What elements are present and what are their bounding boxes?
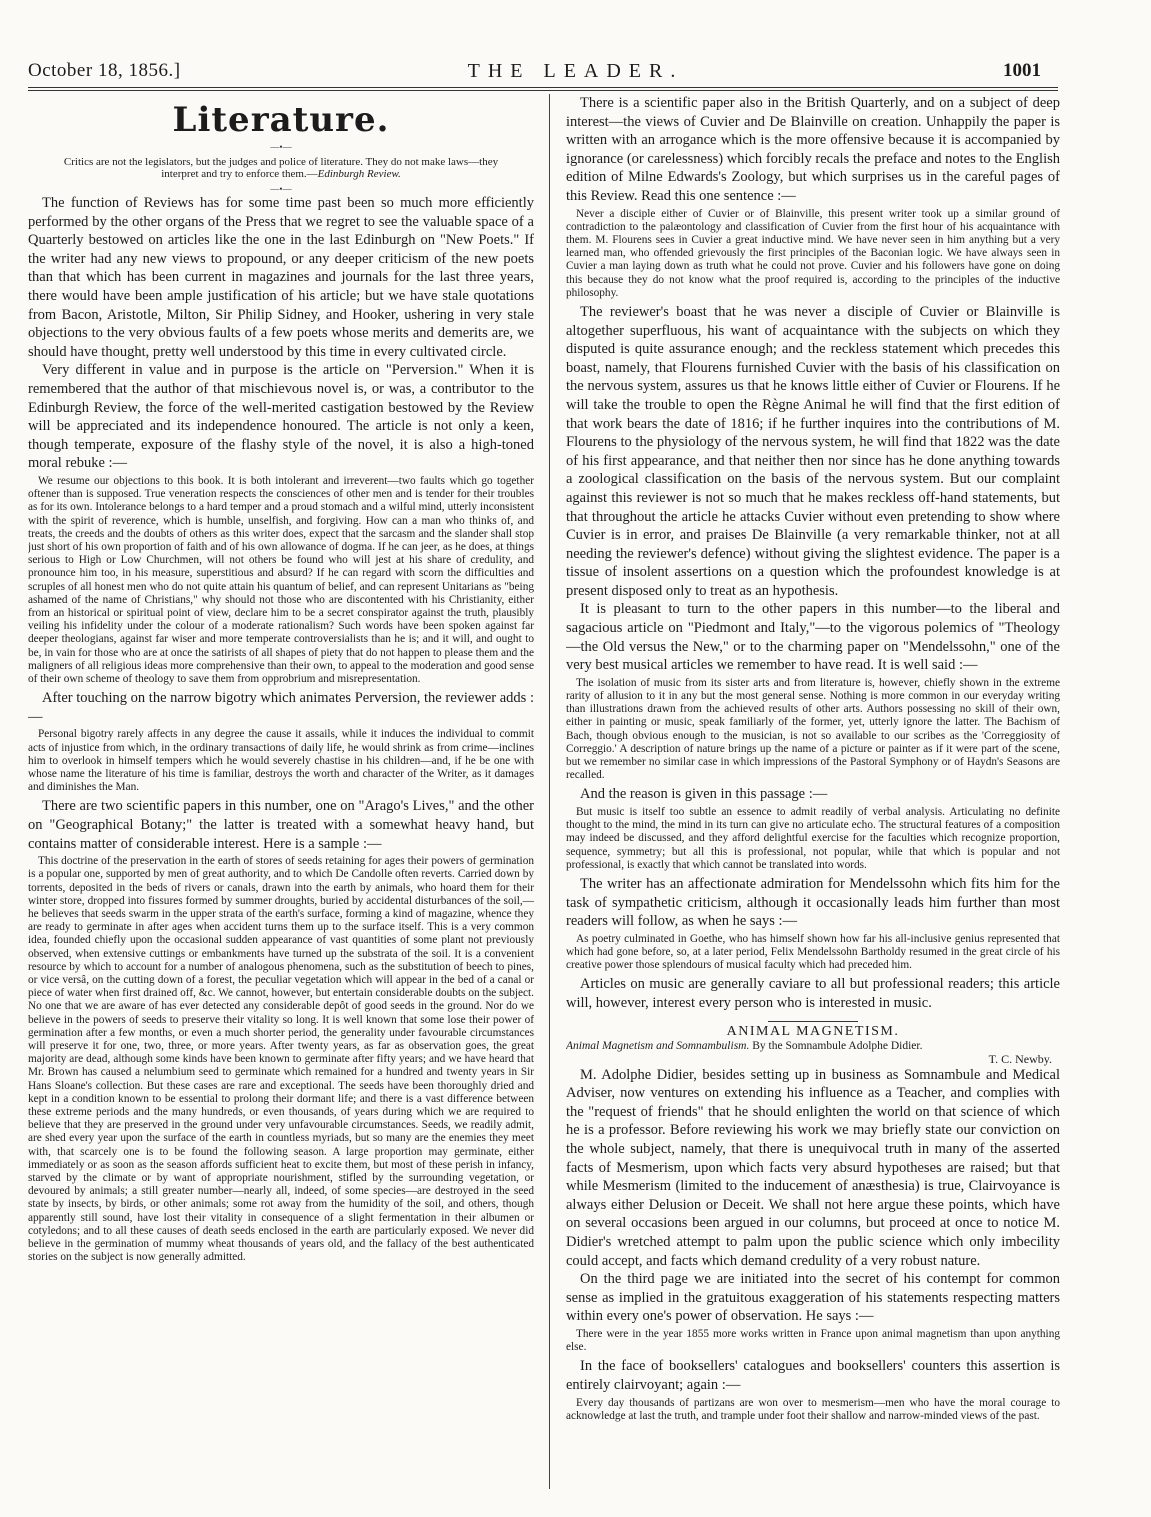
block-quote: This doctrine of the preservation in the earth of stores of seeds retaining for ages their powers of germination is a popular one, supported by men of great authority, and to which De Candolle often reverts. Carried down by torrents, deposited in the beds of rivers or canals, drawn into the earth by animals, who hoard them for their winter store, dropped into fissures formed by summer droughts, buried by accidental disturbances of the soil,—he believes that seeds swarm in the upper strata of the earth's surface, forming a kind of magazine, whence they are ready to germinate in after ages when accident turns them up to the surface itself. This is a very common idea, founded chiefly upon the occasional sudden appearance of vast quantities of some plant not previously observed, when extensive cuttings or embankments have turned up the substrata of the soil. It is a convenient resource by which to account for a number of analogous phenomena, such as the substitution of beech to pines, or vice versâ, on the cutting down of a forest, the peculiar vegetation which will appear in the bed of a canal or piece of water when first drained off, &c. We cannot, however, but entertain considerable doubts on the subject. No one that we are aware of has ever detected any considerable depôt of good seeds in the ground. Nor do we believe in the powers of seeds to preserve their vitality so long. It is well known that some lose their power of germination after a few months, or even a much shorter period, the generality under favourable circumstances will preserve it for one, two, three, or more years. After twenty years, as far as observation goes, the great majority are dead, although some kinds have been known to germinate after fifty years; and we have heard that Mr. Brown has caused a nelumbium seed to germinate which remained for a hundred and twenty years in Sir Hans Sloane's collection. But these cases are rare and exceptional. The seeds have been thoroughly dried and kept in a condition known to be essential to prolong their dormant life; and there is a vast difference between these extreme periods and the many hundreds, or even thousands, of years during which we are required to believe that they are preserved in the ground under very unfavourable circumstances. Seeds, we readily admit, are shed every year upon the surface of the earth in countless myriads, but so many are the enemies they meet with, that scarcely one is to be found the following season. A large proportion may germinate, either immediately or as soon as the season affords sufficient heat to excite them, but most of these perish in infancy, starved by the climate or by want of appropriate nourishment, stifled by the surrounding vegetation, or devoured by animals; a still greater number—nearly all, indeed, of some species—are destroyed in the seed state by insects, by birds, or other animals; some rot away from the humidity of the soil, and others, though apparently still sound, have lost their vitality in consequence of a slight fermentation in their albumen or cotyledons; and to all these causes of death seeds enclosed in the earth are particularly exposed. We never did believe in the germination of mummy wheat thousands of years old, and the fallacy of the best authenticated stories on the subject is now generally admitted. bbox=[28, 855, 534, 1264]
paragraph: On the third page we are initiated into the secret of his contempt for common sense as implied in the gratuitous exaggeration of his statements respecting matters within every one's power of observation. He says :— bbox=[566, 1271, 1060, 1325]
book-title: Animal Magnetism and Somnambulism. bbox=[566, 1039, 750, 1052]
book-author: By the Somnambule Adolphe Didier. bbox=[752, 1039, 923, 1052]
paragraph: Articles on music are generally caviare to all but professional readers; this article will, however, interest every person who is interested in music. bbox=[566, 976, 1060, 1012]
left-column bbox=[28, 94, 534, 1484]
block-quote: As poetry culminated in Goethe, who has himself shown how far his all-inclusive genius represented that which had gone before, so, at a later period, Felix Mendelssohn Bartholdy resumed in the great circle of his creative power those splendours of musical faculty which had preceded him. bbox=[566, 932, 1060, 972]
block-quote: Every day thousands of partizans are won over to mesmerism—men who have the moral courage to acknowledge at last the truth, and trample under foot their shallow and narrow-minded views of the past. bbox=[566, 1396, 1060, 1422]
page-number: 1001 bbox=[1003, 60, 1041, 81]
paragraph: There is a scientific paper also in the British Quarterly, and on a subject of deep interest—the views of Cuvier and De Blainville on creation. Unhappily the paper is written with an arrogance which is the more offensive because it is accompanied by ignorance (or carelessness) which forcibly recals the preface and notes to the English edition of Milne Edwards's Zoology, but which surprises us in the careful pages of this Review. Read this one sentence :— bbox=[566, 95, 1060, 204]
paragraph: Very different in value and in purpose is the article on "Perversion." When it is remembered that the author of that mischievous novel is, or was, a contributor to the Edinburgh Review, the force of the well-merited castigation bestowed by the Review will be appreciated and its independence honoured. The article is not only a keen, though temperate, exposure of the flashy style of the novel, it is also a high-toned moral rebuke :— bbox=[28, 362, 534, 472]
book-publisher: T. C. Newby. bbox=[988, 1051, 1052, 1066]
header-rule-thin bbox=[28, 90, 1058, 91]
book-entry bbox=[566, 1040, 1060, 1053]
paragraph: It is pleasant to turn to the other papers in this number—to the liberal and sagacious article on "Piedmont and Italy,"—to the vigorous polemics of "Theology—the Old versus the New," or to the charming paper on "Mendelssohn," one of the very best musical articles we remember to have read. It is well said :— bbox=[566, 601, 1060, 674]
header-rule bbox=[28, 87, 1058, 88]
ornament-divider: —•— bbox=[270, 142, 292, 152]
block-quote: There were in the year 1855 more works written in France upon animal magnetism than upon anything else. bbox=[566, 1327, 1060, 1354]
paragraph: The writer has an affectionate admiration for Mendelssohn which fits him for the task of sympathetic criticism, although it occasionally leads him further than most readers will follow, as when he says :— bbox=[566, 876, 1060, 930]
block-quote: But music is itself too subtle an essence to admit readily of verbal analysis. Articulating no definite thought to the mind, the mind in its turn can give no articulate echo. The structural features of a composition may indeed be discussed, and they afford delightful exercise for the faculties which recognize proportion, sequence, symmetry; but all this is professional, not popular, while that which is popular and not professional, is exactly that which cannot be translated into words. bbox=[566, 806, 1060, 871]
column-divider bbox=[549, 94, 550, 1489]
section-rule bbox=[768, 1021, 858, 1022]
motto-source: Edinburgh Review. bbox=[317, 168, 401, 180]
block-quote: The isolation of music from its sister arts and from literature is, however, chiefly shown in the extreme rarity of allusion to it in any but the most general sense. Nothing is more common in our everyday writing than illustrations drawn from the achieved results of other arts. Authors possessing no skill of their own, either in painting or music, speak familiarly of the former, yet, utterly ignore the latter. The Bachism of Bach, though obvious enough to the musician, is not so available to our scribes as the 'Correggiosity of Correggio.' A description of nature brings up the name of a picture or painter as if it were part of the scene, but we remember no similar case in which impressions of the Pastoral Symphony or of Haydn's Seasons are recalled. bbox=[566, 676, 1060, 782]
block-quote: We resume our objections to this book. It is both intolerant and irreverent—two faults which go together oftener than is supposed. True veneration respects the consciences of other men and is tender for their troubles as for its own. Intolerance belongs to a hard temper and a proud stomach and a wilful mind, utterly inconsistent with the spirit of reverence, which is humble, unselfish, and forgiving. How can a man who thinks of, and treats, the creeds and the doubts of others as this writer does, expect that the sarcasm and the slander shall stop just short of his own proportion of faith and of his own allowance of dogma. If he can jeer, as he does, at things serious to High or Low Churchmen, will not others be found who will jest at his share of credulity, and pronounce him too, in his measure, superstitious and absurd? If he can regard with scorn the difficulties and scruples of all honest men who do not quite attain his quantum of belief, and can represent Unitarians as "being ashamed of the name of Christians," why should not those who are discontented with his Christianity, either from an historical or spiritual point of view, declare him to be a secret conspirator against the truth, plausibly veiling his infidelity under the colour of a moderate rationalism? Such words have been spoken against far deeper theologians, against far wiser and more temperate controversialists than he is; and it will, and ought to be, in vain for those who are at once the satirists of all shapes of piety that do not happen to please them and the maligners of all religious ideas more comprehensive than their own, to appeal to the moderation and good sense of their own scheme of theology to save them from opprobrium and misrepresentation. bbox=[28, 474, 534, 685]
paragraph: M. Adolphe Didier, besides setting up in business as Somnambule and Medical Adviser, now ventures on extending his influence as a Teacher, and complies with the "request of friends" that he should enlighten the world on that science of which he is a professor. Before reviewing his work we may briefly state our conviction on the whole subject, namely, that there is unequivocal truth in many of the asserted facts of Mesmerism, upon which facts very absurd hypotheses are raised; but that while Mesmerism (limited to the inducement of anæsthesia) is true, Clairvoyance is always either Delusion or Deceit. We shall not here argue these points, which have on several occasions been argued in our columns, but proceed at once to notice M. Didier's wretched attempt to palm upon the public science which only imbecility could accept, and facts which demand credulity of a very robust nature. bbox=[566, 1066, 1060, 1269]
section-motto bbox=[48, 156, 514, 180]
issue-date: October 18, 1856.] bbox=[28, 60, 181, 81]
block-quote: Never a disciple either of Cuvier or of Blainville, this present writer took up a similar ground of contradiction to the palæontology and classification of Cuvier from the first hour of his acquaintance with them. M. Flourens sees in Cuvier a great inductive mind. We have never seen in him anything but a very learned man, who offended grievously the first principles of the Baconian logic. We have always seen in Cuvier a man laying down as truth what he could not prove. Cuvier and his followers have gone on doing this because they do not know what the proof required is, according to the principles of the inductive philosophy. bbox=[566, 207, 1060, 299]
motto-text: Critics are not the legislators, but the judges and police of literature. They do not make laws—they interpret and try to enforce them.— bbox=[63, 156, 499, 180]
subsection-title: ANIMAL MAGNETISM. bbox=[726, 1023, 900, 1039]
paragraph: And the reason is given in this passage :— bbox=[580, 786, 828, 803]
paragraph: The function of Reviews has for some time past been so much more efficiently performed by the other organs of the Press that we regret to see the valuable space of a Quarterly bestowed on articles like the one in the last Edinburgh on "New Poets." If the writer had any new views to propound, or any deeper criticism of the new poets than that which has been current in magazines and journals for the last three years, there would have been ample justification of his article; but we have stale quotations from Bacon, Aristotle, Milton, Sir Philip Sidney, and Hooker, ushering in very stale objections to the very obvious faults of a few poets whose merits and demerits are, we should have thought, pretty well understood by this time in every cultivated circle. bbox=[28, 195, 534, 360]
block-quote: Personal bigotry rarely affects in any degree the cause it assails, while it induces the individual to commit acts of injustice from which, in the ordinary transactions of daily life, he would shrink as from crime—inclines him to overlook in himself tempers which he would severely chastise in his children—and, if he be one with whose name the literature of his time is familiar, destroys the worth and character of the Writer, as it damages and diminishes the Man. bbox=[28, 728, 534, 794]
ornament-divider-2: —•— bbox=[270, 184, 292, 194]
paragraph: In the face of booksellers' catalogues and booksellers' counters this assertion is entirely clairvoyant; again :— bbox=[566, 1358, 1060, 1393]
section-title: Literature. bbox=[172, 100, 390, 140]
paragraph: The reviewer's boast that he was never a disciple of Cuvier or Blainville is altogether superfluous, his want of acquaintance with the subjects on which they disputed is quite assurance enough; and the reckless statement which precedes this boast, namely, that Flourens furnished Cuvier with the basis of his classification on the nervous system, assures us that he knows little either of Cuvier or Flourens. If he will take the trouble to open the Règne Animal he will find that the first edition of that work bears the date of 1816; if he further inquires into the contributions of M. Flourens to the physiology of the nervous system, he will find that 1822 was the date of his first appearance, and that neither then nor since has he done anything towards a zoological classification on the basis of the nervous system. But our complaint against this reviewer is not so much that he makes reckless off-hand statements, but that throughout the article he attacks Cuvier without even pretending to show where Cuvier is in error, and praises De Blainville (a very remarkable thinker, not at all needing the reviewer's defence) without giving the slightest evidence. The paper is a tissue of insolent assertions on a question which the profoundest knowledge is at present disposed only to treat as an hypothesis. bbox=[566, 303, 1060, 599]
right-column bbox=[566, 94, 1060, 1484]
newspaper-title: THE LEADER. bbox=[467, 60, 684, 82]
paragraph: After touching on the narrow bigotry which animates Perversion, the reviewer adds :— bbox=[28, 690, 534, 725]
paragraph: There are two scientific papers in this number, one on "Arago's Lives," and the other on "Geographical Botany;" the latter is treated with a somewhat heavy hand, but contains matter of considerable interest. Here is a sample :— bbox=[28, 798, 534, 852]
